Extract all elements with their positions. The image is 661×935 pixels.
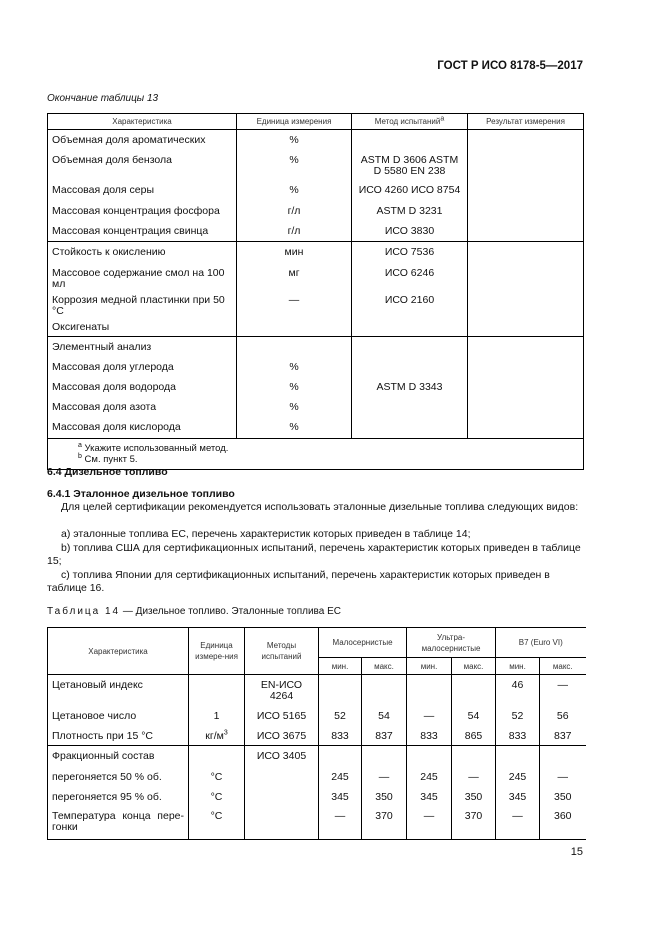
table-row <box>48 787 586 806</box>
table-cell: % <box>237 417 352 439</box>
table-cell: 837 <box>362 726 407 746</box>
table-cell: Массовая доля водорода <box>48 377 237 397</box>
table-cell: 360 <box>540 806 586 840</box>
table-14 <box>47 627 586 840</box>
table-cell: ИСО 7536 <box>352 242 468 264</box>
table-cell: 1 <box>189 706 245 726</box>
table-row <box>48 290 584 317</box>
table-cell: ASTM D 3343 <box>352 377 468 397</box>
table-cell: — <box>540 767 586 787</box>
table-cell: ИСО 2160 <box>352 290 468 317</box>
table-cell: ИСО 6246 <box>352 263 468 290</box>
table-cell <box>352 357 468 377</box>
col-header: Результат измерения <box>468 114 584 130</box>
table-row <box>48 706 586 726</box>
table-row <box>48 806 586 840</box>
table-cell: % <box>237 377 352 397</box>
table-cell: 245 <box>319 767 362 787</box>
table-cell: ИСО 4260 ИСО 8754 <box>352 180 468 201</box>
col-header: Метод испытаний$^a$ <box>352 114 468 130</box>
subsection-heading: 6.4.1 Эталонное дизельное топливо <box>47 488 235 500</box>
table-cell <box>540 746 586 768</box>
table-cell <box>452 675 496 707</box>
col-header: Методы испытаний <box>245 628 319 675</box>
table-row <box>48 746 586 768</box>
table-cell: Массовая концентрация фосфора <box>48 201 237 221</box>
result-cell <box>468 150 584 180</box>
table-cell <box>352 317 468 337</box>
subheader: мин. <box>496 658 540 675</box>
list-item: b) топлива США для сертификационных испытаний, перечень характеристик которых приведен в таблице 15; <box>47 542 581 567</box>
document-header: ГОСТ Р ИСО 8178-5—2017 <box>437 60 583 72</box>
subheader: макс. <box>452 658 496 675</box>
paragraph: Для целей сертификации рекомендуется использовать эталонные дизельные топлива следующих видов: <box>61 501 579 513</box>
table-row <box>48 417 584 439</box>
page-number: 15 <box>570 846 583 858</box>
table-cell: % <box>237 130 352 151</box>
table-cell: ИСО 3675 <box>245 726 319 746</box>
table-row <box>48 221 584 242</box>
table-row <box>48 397 584 417</box>
table-cell: — <box>496 806 540 840</box>
result-cell <box>468 397 584 417</box>
table-cell: мин <box>237 242 352 264</box>
table-cell: ИСО 5165 <box>245 706 319 726</box>
table-cell: Коррозия медной пластинки при 50 °С <box>48 290 237 317</box>
table-cell <box>362 746 407 768</box>
table-cell: Массовая концентрация свинца <box>48 221 237 242</box>
table-cell: перегоняется 50 % об. <box>48 767 189 787</box>
table-13-caption: Окончание таблицы 13 <box>47 93 159 104</box>
table-cell <box>245 767 319 787</box>
table-cell: Объемная доля бензола <box>48 150 237 180</box>
table-cell: % <box>237 357 352 377</box>
group-header: B7 (Euro VI) <box>496 628 586 658</box>
table-row <box>48 357 584 377</box>
section-heading: 6.4 Дизельное топливо <box>47 466 168 478</box>
table-cell: Температура конца пере-гонки <box>48 806 189 840</box>
table-cell: 245 <box>496 767 540 787</box>
result-cell <box>468 337 584 358</box>
table-cell <box>352 130 468 151</box>
group-header: Малосернистые <box>319 628 407 658</box>
table-cell: — <box>319 806 362 840</box>
table-cell: 837 <box>540 726 586 746</box>
table-cell: Цетановый индекс <box>48 675 189 707</box>
table-cell: % <box>237 150 352 180</box>
table-row <box>48 726 586 746</box>
table-cell: °С <box>189 787 245 806</box>
table-cell <box>407 675 452 707</box>
table-row <box>48 263 584 290</box>
table-cell: — <box>540 675 586 707</box>
table-cell: 350 <box>452 787 496 806</box>
table-cell: 833 <box>319 726 362 746</box>
table-cell <box>319 746 362 768</box>
table-cell: 370 <box>452 806 496 840</box>
table-cell <box>352 417 468 439</box>
col-header: Характеристика <box>48 114 237 130</box>
table-row <box>48 130 584 151</box>
table-cell: $кг/м^3$ <box>189 726 245 746</box>
table-cell: Стойкость к окислению <box>48 242 237 264</box>
table-cell: °С <box>189 806 245 840</box>
table-cell: г/л <box>237 221 352 242</box>
table-cell: 52 <box>319 706 362 726</box>
table-cell <box>319 675 362 707</box>
table-cell: мг <box>237 263 352 290</box>
table-row <box>48 201 584 221</box>
footnote: $^a$ Укажите использованный метод. <box>78 441 229 454</box>
result-cell <box>468 377 584 397</box>
result-cell <box>468 221 584 242</box>
table-cell: Элементный анализ <box>48 337 237 358</box>
table-cell: — <box>237 290 352 317</box>
subheader: мин. <box>407 658 452 675</box>
table-cell: Массовая доля азота <box>48 397 237 417</box>
table-cell: Фракционный состав <box>48 746 189 768</box>
list-item: a) эталонные топлива ЕС, перечень характеристик которых приведен в таблице 14; <box>61 528 471 540</box>
table-row <box>48 377 584 397</box>
table-cell: 833 <box>407 726 452 746</box>
table-cell: г/л <box>237 201 352 221</box>
result-cell <box>468 417 584 439</box>
table-row <box>48 180 584 201</box>
table-cell: ИСО 3830 <box>352 221 468 242</box>
result-cell <box>468 263 584 290</box>
table-14-caption: Таблица 14 — Дизельное топливо. Эталонные топлива ЕС <box>47 606 341 617</box>
result-cell <box>468 242 584 264</box>
col-header: Характеристика <box>48 628 189 675</box>
table-cell: Плотность при 15 °С <box>48 726 189 746</box>
list-item: c) топлива Японии для сертификационных испытаний, перечень характеристик которых приведен в таблице 16. <box>47 569 550 594</box>
table-row <box>48 767 586 787</box>
table-cell: перегоняется 95 % об. <box>48 787 189 806</box>
table-cell: 52 <box>496 706 540 726</box>
result-cell <box>468 290 584 317</box>
table-cell: ASTM D 3606 ASTM D 5580 EN 238 <box>352 150 468 180</box>
col-header: Единица измерения <box>237 114 352 130</box>
footnotes <box>48 439 584 470</box>
table-cell: ASTM D 3231 <box>352 201 468 221</box>
result-cell <box>468 180 584 201</box>
table-cell: 370 <box>362 806 407 840</box>
table-cell: 350 <box>362 787 407 806</box>
table-cell: Оксигенаты <box>48 317 237 337</box>
table-cell <box>237 337 352 358</box>
col-header: Единица измере-ния <box>189 628 245 675</box>
table-row <box>48 675 586 707</box>
table-cell <box>245 787 319 806</box>
table-cell: 46 <box>496 675 540 707</box>
table-cell <box>352 337 468 358</box>
table-row <box>48 242 584 264</box>
table-cell: 54 <box>362 706 407 726</box>
table-cell: 865 <box>452 726 496 746</box>
table-cell: — <box>407 706 452 726</box>
table-row <box>48 317 584 337</box>
table-13 <box>47 113 584 470</box>
table-cell: % <box>237 397 352 417</box>
table-cell <box>352 397 468 417</box>
table-cell: Цетановое число <box>48 706 189 726</box>
table-cell <box>496 746 540 768</box>
table-cell: °С <box>189 767 245 787</box>
table-row <box>48 337 584 358</box>
table-cell: 245 <box>407 767 452 787</box>
table-cell <box>189 746 245 768</box>
footnote: $^b$ См. пункт 5. <box>78 452 138 465</box>
table-cell: 350 <box>540 787 586 806</box>
table-cell: 833 <box>496 726 540 746</box>
result-cell <box>468 201 584 221</box>
table-cell: EN-ИСО 4264 <box>245 675 319 707</box>
table-cell: — <box>452 767 496 787</box>
table-cell: Массовая доля серы <box>48 180 237 201</box>
table-cell <box>189 675 245 707</box>
table-cell: — <box>407 806 452 840</box>
result-cell <box>468 357 584 377</box>
result-cell <box>468 130 584 151</box>
subheader: макс. <box>540 658 586 675</box>
table-cell <box>407 746 452 768</box>
table-row <box>48 150 584 180</box>
table-cell: 56 <box>540 706 586 726</box>
table-cell: 54 <box>452 706 496 726</box>
table-cell <box>245 806 319 840</box>
table-cell: % <box>237 180 352 201</box>
table-cell: 345 <box>319 787 362 806</box>
result-cell <box>468 317 584 337</box>
table-cell <box>237 317 352 337</box>
table-cell: Объемная доля ароматических <box>48 130 237 151</box>
table-cell <box>362 675 407 707</box>
table-cell: Массовая доля кислорода <box>48 417 237 439</box>
subheader: мин. <box>319 658 362 675</box>
table-cell: 345 <box>407 787 452 806</box>
table-cell: Массовое содержание смол на 100 мл <box>48 263 237 290</box>
table-cell: ИСО 3405 <box>245 746 319 768</box>
table-cell: Массовая доля углерода <box>48 357 237 377</box>
table-cell <box>452 746 496 768</box>
table-cell: 345 <box>496 787 540 806</box>
subheader: макс. <box>362 658 407 675</box>
table-cell: — <box>362 767 407 787</box>
group-header: Ультра-малосернистые <box>407 628 496 658</box>
